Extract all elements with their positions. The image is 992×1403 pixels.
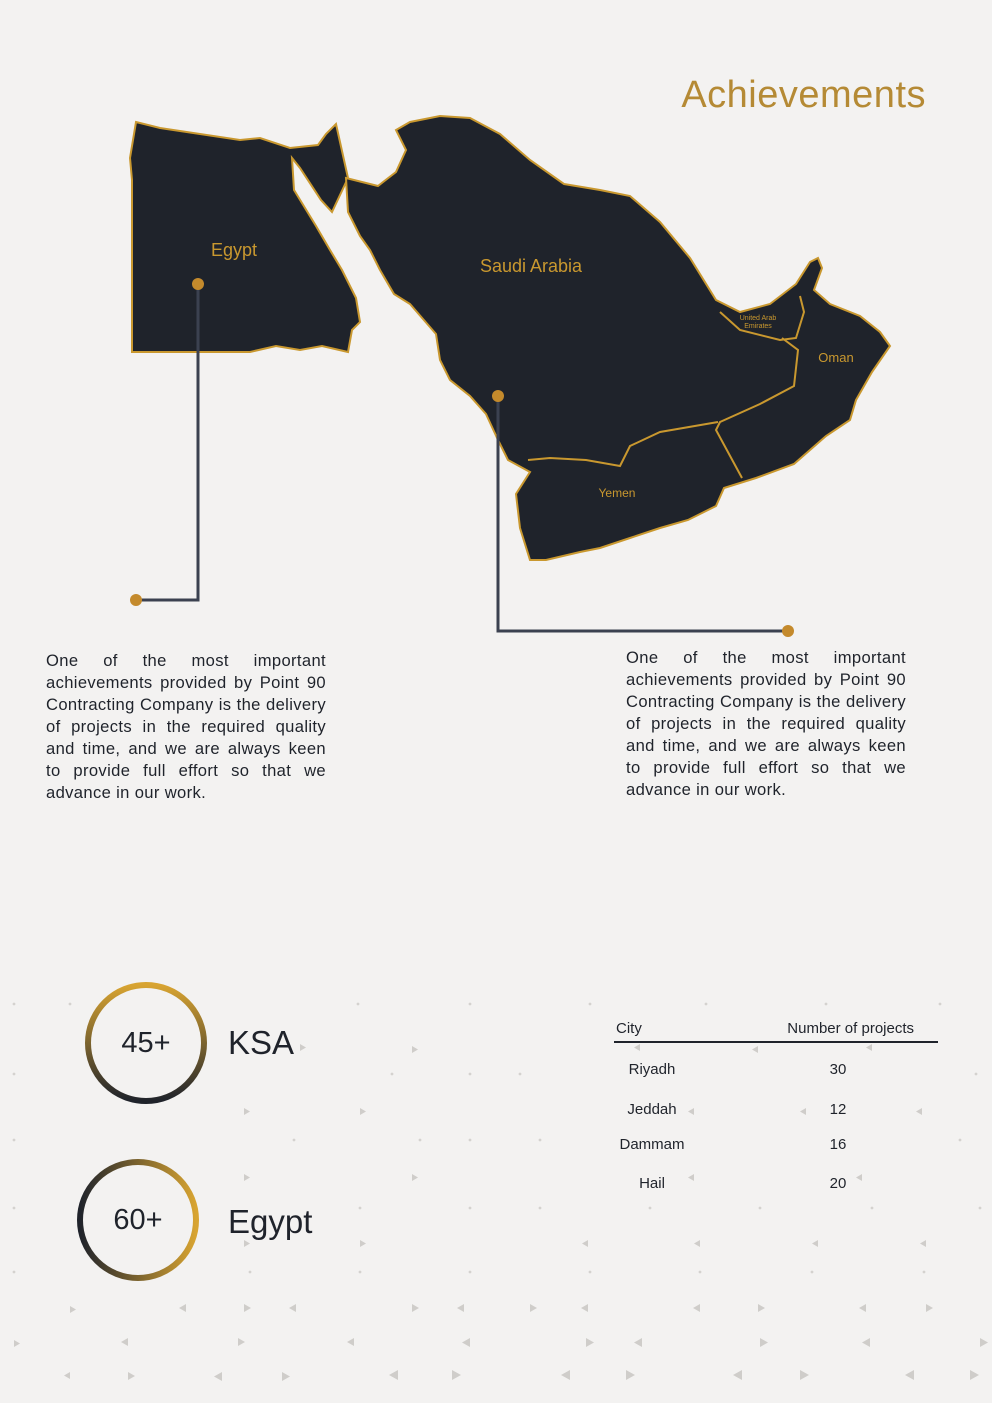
egypt-marker-dot — [192, 278, 204, 290]
saudi-description: One of the most important achievements provided by Point 90 Contracting Company is the delivery of projects in the required quality and time, and we are always keen to provide full effort so that we advance in our work. — [626, 648, 906, 799]
row-city: Dammam — [619, 1136, 685, 1153]
table-row — [614, 1101, 938, 1121]
egypt-connector-end-dot — [130, 594, 142, 606]
table-header — [614, 1020, 938, 1043]
projects-table — [614, 1020, 938, 1192]
egypt-stat — [75, 1157, 201, 1283]
ksa-stat-label: KSA — [228, 1024, 295, 1061]
row-count: 30 — [829, 1061, 847, 1078]
page-title: Achievements — [681, 74, 926, 116]
row-city: Jeddah — [627, 1101, 677, 1118]
ksa-stat — [83, 980, 209, 1106]
saudi-connector-end-dot — [782, 625, 794, 637]
header-count: Number of projects — [787, 1020, 914, 1037]
oman-label: Oman — [818, 350, 854, 365]
saudi-label: Saudi Arabia — [479, 256, 583, 276]
table-row — [614, 1061, 938, 1081]
row-city: Riyadh — [628, 1061, 676, 1078]
egypt-description: One of the most important achievements provided by Point 90 Contracting Company is the delivery of projects in the required quality and time, and we are always keen to provide full effort so that we advance in our work. — [46, 651, 326, 802]
table-row — [614, 1136, 938, 1156]
yemen-label: Yemen — [598, 486, 636, 500]
egypt-stat-label: Egypt — [228, 1203, 313, 1240]
header-city: City — [616, 1020, 642, 1037]
uae-label-line2: Emirates — [744, 323, 772, 330]
uae-label-line1: United Arab — [739, 315, 777, 322]
saudi-marker-dot — [492, 390, 504, 402]
row-count: 12 — [829, 1101, 847, 1118]
row-count: 16 — [829, 1136, 847, 1153]
row-count: 20 — [829, 1175, 847, 1192]
table-row — [614, 1175, 938, 1195]
region-map — [0, 0, 992, 660]
egypt-label: Egypt — [210, 240, 258, 260]
row-city: Hail — [639, 1175, 665, 1192]
ksa-stat-value: 45+ — [121, 1026, 171, 1059]
egypt-shape — [130, 122, 360, 352]
egypt-stat-value: 60+ — [113, 1203, 163, 1236]
